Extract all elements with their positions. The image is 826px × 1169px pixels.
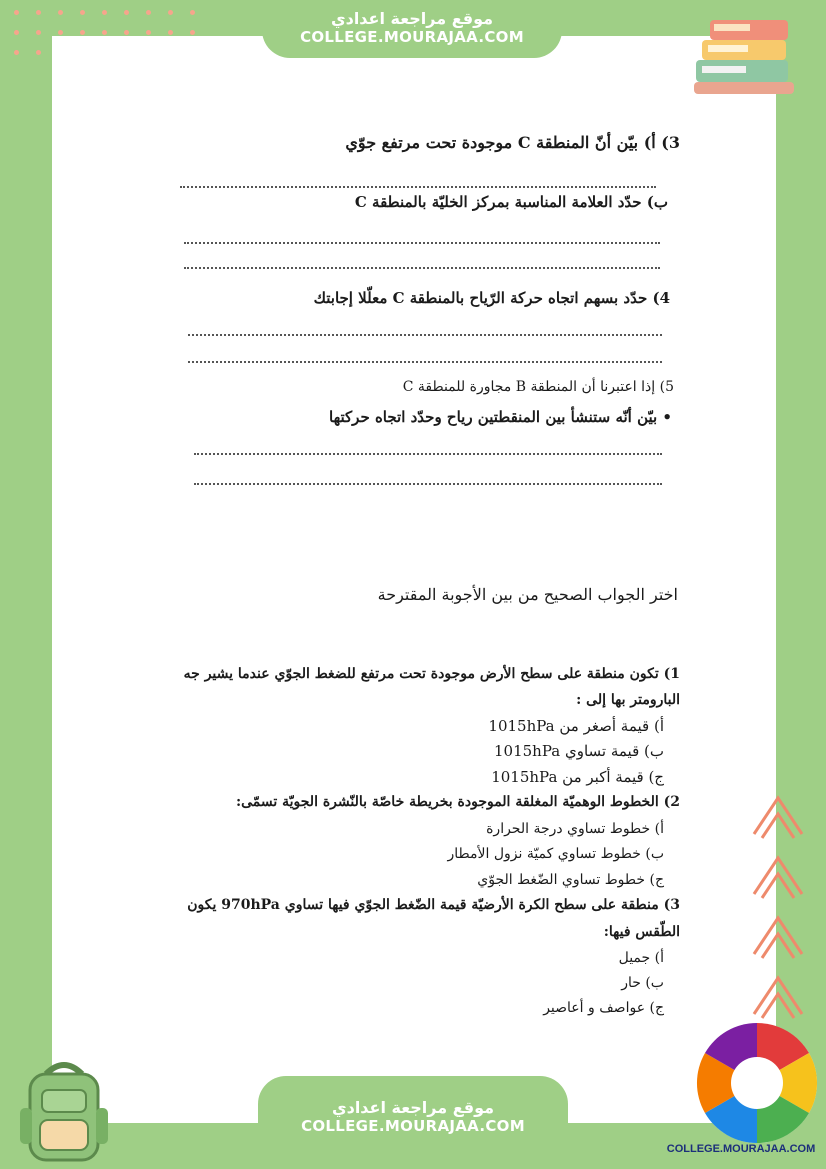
header-site-name: موقع مراجعة اعدادي — [330, 9, 494, 28]
answer-line[interactable] — [188, 334, 662, 336]
decorative-dot — [146, 30, 151, 35]
backpack-icon — [12, 1056, 116, 1164]
answer-line[interactable] — [180, 186, 656, 188]
mcq-3-option-c[interactable]: ج) عواصف و أعاصير — [543, 1000, 664, 1016]
education-wheel-logo — [694, 1022, 820, 1144]
worksheet-content — [52, 36, 776, 1123]
question-4: 4) حدّد بسهم اتجاه حركة الرّياح بالمنطقة C معلّلا إجابتك — [313, 289, 670, 307]
question-5-bullet: • بيّن أنّه ستنشأ بين المنقطتين رياح وحدّد اتجاه حركتها — [329, 408, 672, 426]
mcq-3-stem-cont: الطّقس فيها: — [603, 924, 680, 940]
question-3a: 3) أ) بيّن أنّ المنطقة C موجودة تحت مرتفع جوّي — [345, 133, 680, 152]
decorative-dot — [190, 30, 195, 35]
decorative-dot — [146, 10, 151, 15]
header-site-url[interactable]: COLLEGE.MOURAJAA.COM — [300, 28, 524, 46]
mcq-3-option-b[interactable]: ب) حار — [621, 975, 664, 991]
instruction: اختر الجواب الصحيح من بين الأجوبة المقترحة — [377, 585, 678, 604]
mcq-1-option-a[interactable]: أ) قيمة أصغر من 1015hPa — [488, 717, 664, 735]
mcq-1-stem: 1) تكون منطقة على سطح الأرض موجودة تحت مرتفع للضغط الجوّي عندما يشير جه — [183, 666, 680, 682]
mcq-3-option-a[interactable]: أ) جميل — [618, 950, 664, 966]
decorative-dot — [124, 30, 129, 35]
mcq-2-option-b[interactable]: ب) خطوط تساوي كميّة نزول الأمطار — [447, 846, 664, 862]
decorative-dot — [168, 30, 173, 35]
footer-site-url[interactable]: COLLEGE.MOURAJAA.COM — [301, 1117, 525, 1135]
decorative-dot — [14, 10, 19, 15]
mcq-1-option-b[interactable]: ب) قيمة تساوي 1015hPa — [493, 742, 664, 760]
answer-line[interactable] — [194, 453, 662, 455]
chevron-up-icon — [750, 850, 806, 900]
answer-line[interactable] — [194, 483, 662, 485]
footer-banner[interactable] — [258, 1076, 568, 1169]
answer-line[interactable] — [184, 242, 660, 244]
decorative-dot — [36, 50, 41, 55]
chevron-up-icon — [750, 790, 806, 840]
mcq-1-stem-cont: البارومتر بها إلى : — [576, 692, 680, 708]
answer-line[interactable] — [188, 361, 662, 363]
decorative-dot — [80, 30, 85, 35]
mcq-2-option-c[interactable]: ج) خطوط تساوي الضّغط الجوّي — [477, 872, 664, 888]
question-5: 5) إذا اعتبرنا أن المنطقة B مجاورة للمنطقة C — [402, 379, 674, 395]
question-3b: ب) حدّد العلامة المناسبة بمركز الخليّة بالمنطقة C — [354, 193, 668, 211]
decorative-dot — [102, 10, 107, 15]
decorative-dot — [124, 10, 129, 15]
mcq-1-option-c[interactable]: ج) قيمة أكبر من 1015hPa — [491, 768, 664, 786]
decorative-dot — [102, 30, 107, 35]
chevron-up-icon — [750, 910, 806, 960]
decorative-dot — [36, 10, 41, 15]
decorative-dot — [14, 50, 19, 55]
chevron-up-icon — [750, 970, 806, 1020]
decorative-dot — [58, 10, 63, 15]
logo-site-url[interactable]: COLLEGE.MOURAJAA.COM — [666, 1143, 816, 1155]
mcq-2-option-a[interactable]: أ) خطوط تساوي درجة الحرارة — [486, 821, 664, 837]
decorative-dot — [14, 30, 19, 35]
footer-site-name: موقع مراجعة اعدادي — [331, 1098, 495, 1117]
answer-line[interactable] — [184, 267, 660, 269]
mcq-3-stem: 3) منطقة على سطح الكرة الأرضيّة قيمة الضّغط الجوّي فيها تساوي 970hPa يكون — [187, 897, 680, 913]
decorative-dot — [58, 30, 63, 35]
decorative-dot — [80, 10, 85, 15]
decorative-dot — [168, 10, 173, 15]
mcq-2-stem: 2) الخطوط الوهميّة المغلقة الموجودة بخريطة خاصّة بالنّشرة الجويّة تسمّى: — [235, 794, 680, 810]
decorative-dot — [190, 10, 195, 15]
decorative-dot — [36, 30, 41, 35]
